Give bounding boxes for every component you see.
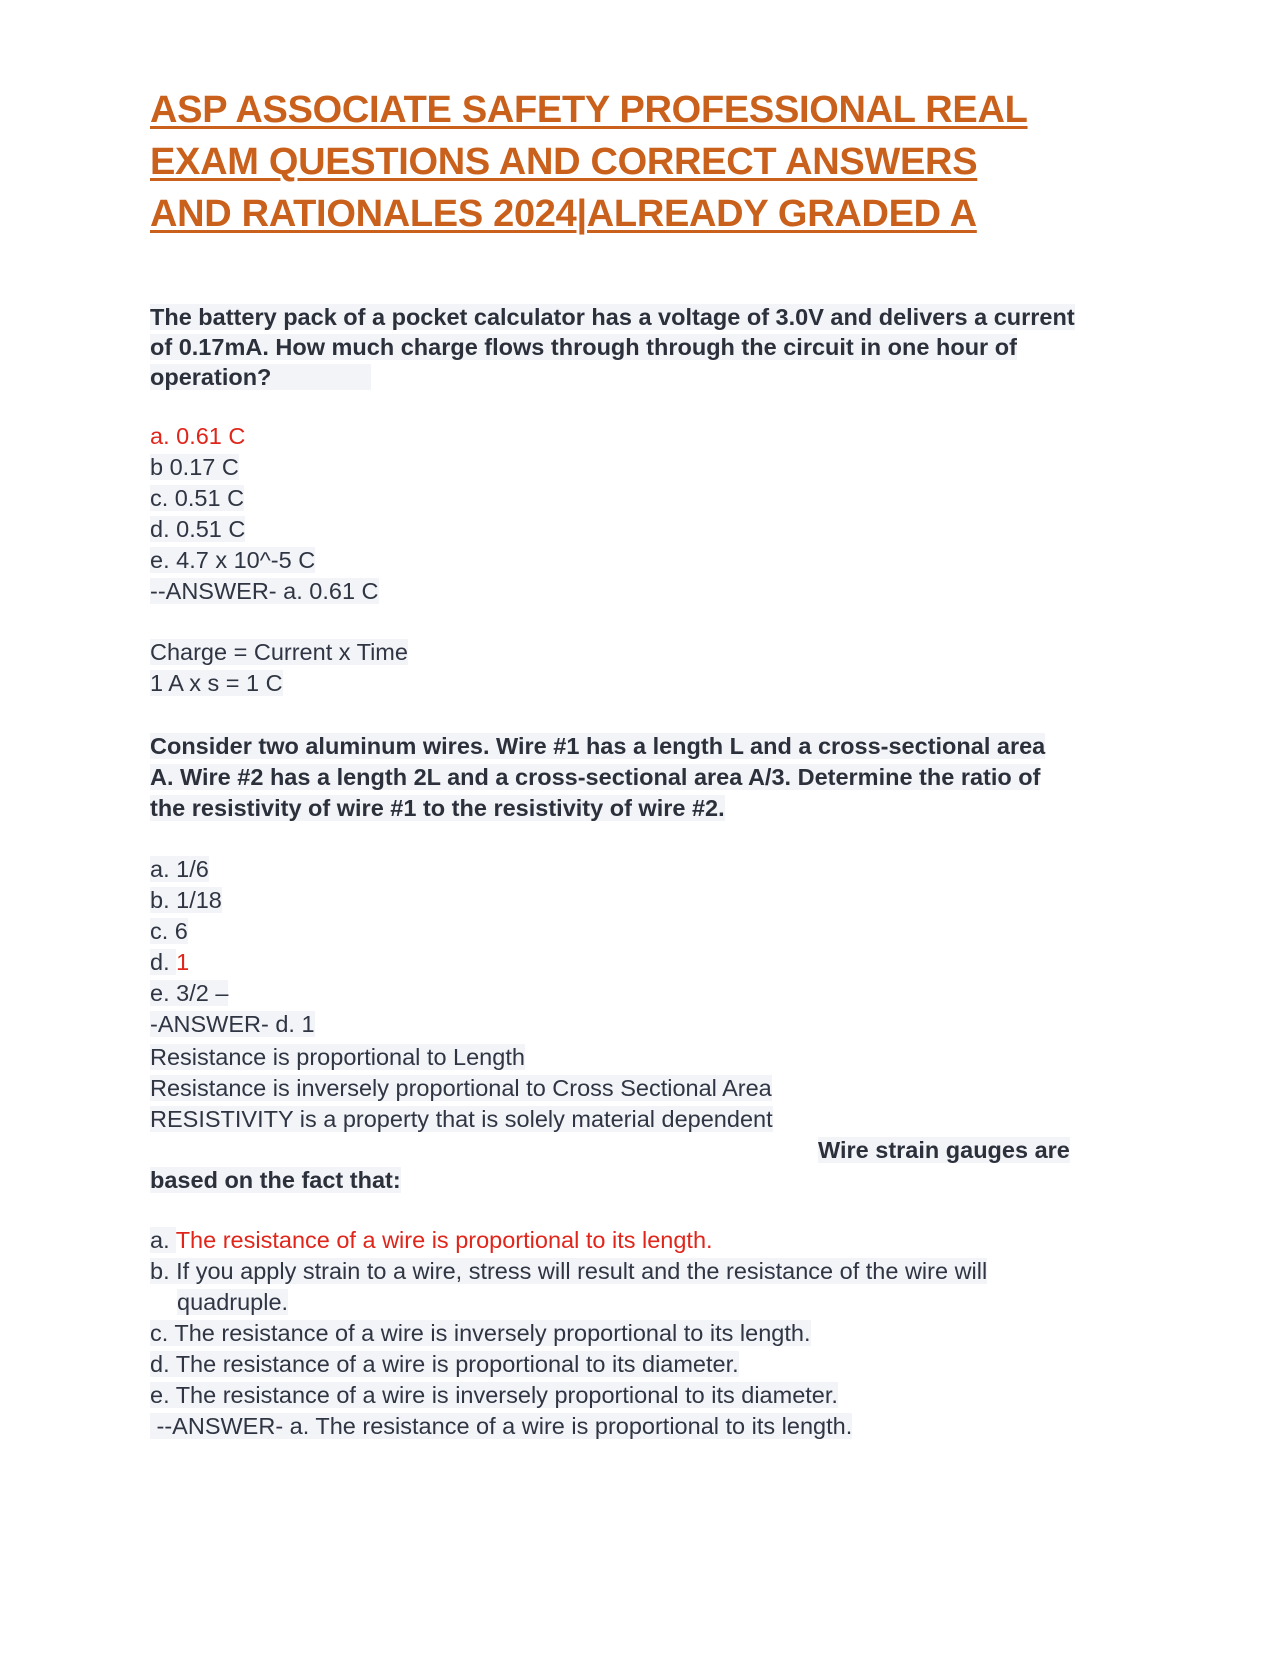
option-a-correct-text: The resistance of a wire is proportional to its length. bbox=[175, 1227, 713, 1253]
question-1-options bbox=[150, 421, 1140, 607]
option-c: c. The resistance of a wire is inversely proportional to its length. bbox=[150, 1320, 811, 1346]
title-line: AND RATIONALES 2024|ALREADY GRADED A bbox=[150, 193, 977, 235]
question-1 bbox=[150, 302, 1140, 699]
option-e: e. 4.7 x 10^-5 C bbox=[150, 547, 316, 573]
option-b-continued: quadruple. bbox=[177, 1289, 289, 1315]
option-a-correct: a. 0.61 C bbox=[150, 423, 246, 449]
rationale-line: RESISTIVITY is a property that is solely material dependent bbox=[150, 1106, 773, 1132]
option-b: b. If you apply strain to a wire, stress will result and the resistance of the wire will bbox=[150, 1258, 988, 1284]
question-line: based on the fact that: bbox=[150, 1167, 401, 1193]
question-line: A. Wire #2 has a length 2L and a cross-sectional area A/3. Determine the ratio of bbox=[150, 764, 1041, 790]
document-page bbox=[150, 84, 1140, 1442]
question-3 bbox=[150, 1135, 1140, 1442]
option-d-prefix: d. bbox=[150, 949, 177, 975]
title-line: EXAM QUESTIONS AND CORRECT ANSWERS bbox=[150, 141, 978, 183]
option-d-correct-value: 1 bbox=[176, 949, 190, 975]
option-b: b 0.17 C bbox=[150, 454, 239, 480]
option-a: a. 1/6 bbox=[150, 856, 209, 882]
question-line: Wire strain gauges are bbox=[818, 1137, 1070, 1163]
question-1-text bbox=[150, 302, 1140, 392]
option-c: c. 6 bbox=[150, 918, 188, 944]
question-2-text bbox=[150, 731, 1140, 824]
rationale-line: Charge = Current x Time bbox=[150, 639, 408, 665]
option-a-prefix: a. bbox=[150, 1227, 176, 1253]
question-line: the resistivity of wire #1 to the resistivity of wire #2. bbox=[150, 795, 725, 821]
answer-line: --ANSWER- a. 0.61 C bbox=[150, 578, 379, 604]
question-2-rationale bbox=[150, 1042, 1140, 1135]
question-1-rationale bbox=[150, 637, 1140, 699]
option-d: d. 0.51 C bbox=[150, 516, 246, 542]
option-e: e. 3/2 – bbox=[150, 980, 229, 1006]
question-2-options bbox=[150, 854, 1140, 1040]
option-b: b. 1/18 bbox=[150, 887, 222, 913]
rationale-line: Resistance is inversely proportional to Cross Sectional Area bbox=[150, 1075, 772, 1101]
rationale-line: Resistance is proportional to Length bbox=[150, 1044, 525, 1070]
option-c: c. 0.51 C bbox=[150, 485, 245, 511]
question-line: of 0.17mA. How much charge flows through through the circuit in one hour of bbox=[150, 334, 1017, 360]
document-title bbox=[150, 84, 1140, 240]
question-line: Consider two aluminum wires. Wire #1 has a length L and a cross-sectional area bbox=[150, 733, 1046, 759]
rationale-line: 1 A x s = 1 C bbox=[150, 670, 283, 696]
question-3-text bbox=[150, 1135, 1140, 1195]
question-3-options bbox=[150, 1225, 1140, 1442]
answer-line: --ANSWER- a. The resistance of a wire is proportional to its length. bbox=[150, 1413, 853, 1439]
answer-line: -ANSWER- d. 1 bbox=[150, 1011, 315, 1037]
question-line: operation? bbox=[150, 364, 371, 390]
question-line: The battery pack of a pocket calculator has a voltage of 3.0V and delivers a current bbox=[150, 304, 1075, 330]
question-2 bbox=[150, 731, 1140, 1135]
title-line: ASP ASSOCIATE SAFETY PROFESSIONAL REAL bbox=[150, 89, 1028, 131]
option-e: e. The resistance of a wire is inversely proportional to its diameter. bbox=[150, 1382, 838, 1408]
option-d: d. The resistance of a wire is proportional to its diameter. bbox=[150, 1351, 739, 1377]
